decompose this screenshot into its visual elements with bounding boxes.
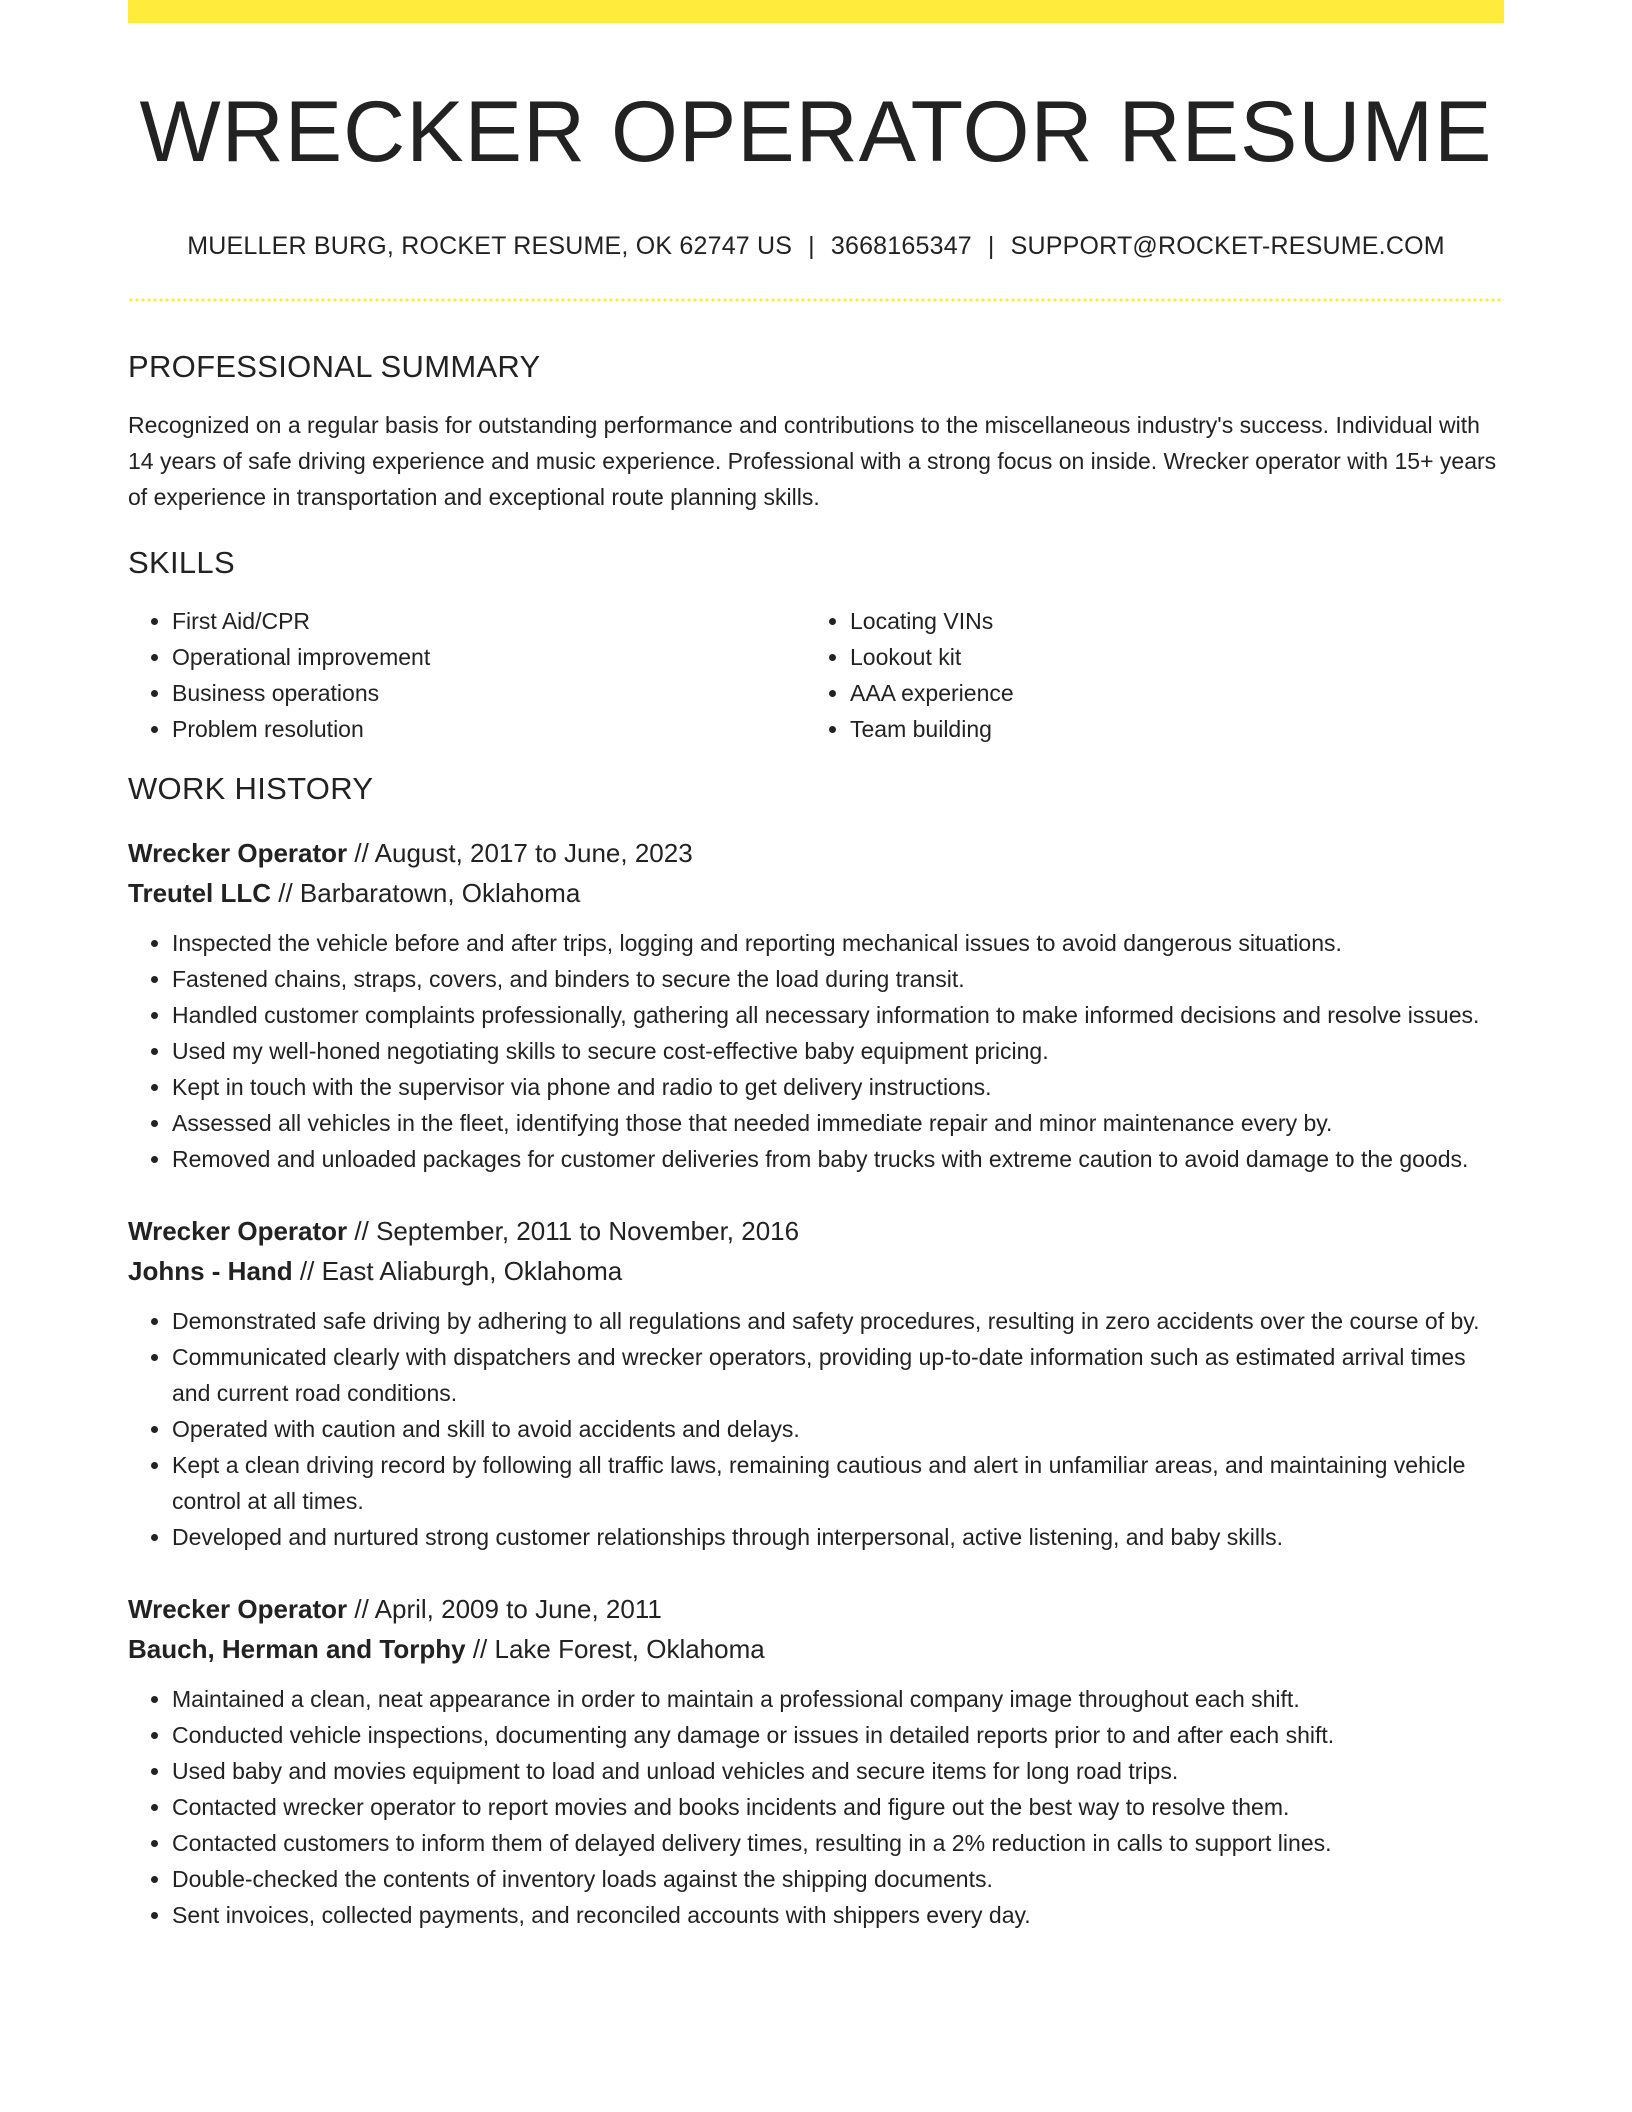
- job-role: Wrecker Operator: [128, 837, 348, 868]
- skills-heading: SKILLS: [128, 544, 235, 580]
- contact-line: [128, 232, 1504, 261]
- job-dates: // August, 2017 to June, 2023: [354, 837, 693, 868]
- job-bullet: • Sent invoices, collected payments, and reconciled accounts with shippers every day.: [172, 1897, 1504, 1933]
- job-bullet: • Contacted wrecker operator to report movies and books incidents and figure out the best way to resolve them.: [172, 1789, 1504, 1825]
- job-bullet: • Demonstrated safe driving by adhering to all regulations and safety procedures, resulting in zero accidents over the course of by.: [172, 1303, 1504, 1339]
- skills-list: [128, 603, 1504, 747]
- job-role-line: [128, 833, 1504, 873]
- skill-item: • Lookout kit: [850, 639, 1484, 675]
- job-bullet: • Double-checked the contents of inventory loads against the shipping documents.: [172, 1861, 1504, 1897]
- job-location: // East Aliaburgh, Oklahoma: [299, 1255, 623, 1286]
- accent-bar: [128, 0, 1504, 23]
- job-bullet: • Kept a clean driving record by following all traffic laws, remaining cautious and alert in unfamiliar areas, and maintaining vehicle control at all times.: [172, 1447, 1504, 1519]
- job-bullet: • Developed and nurtured strong customer relationships through interpersonal, active listening, and baby skills.: [172, 1519, 1504, 1555]
- resume-title: WRECKER OPERATOR RESUME: [139, 84, 1493, 180]
- contact-phone: 3668165347: [830, 231, 972, 260]
- job-company-line: [128, 1629, 1504, 1669]
- job-bullet: • Fastened chains, straps, covers, and binders to secure the load during transit.: [172, 961, 1504, 997]
- dotted-divider: [128, 298, 1504, 302]
- skill-item: • Business operations: [172, 675, 806, 711]
- job-bullet: • Kept in touch with the supervisor via phone and radio to get delivery instructions.: [172, 1069, 1504, 1105]
- contact-email: SUPPORT@ROCKET-RESUME.COM: [1010, 231, 1445, 260]
- job-company: Bauch, Herman and Torphy: [128, 1633, 466, 1664]
- job-bullet: • Removed and unloaded packages for customer deliveries from baby trucks with extreme caution to avoid damage to the goods.: [172, 1141, 1504, 1177]
- skill-item: • Operational improvement: [172, 639, 806, 675]
- summary-heading: PROFESSIONAL SUMMARY: [128, 348, 541, 384]
- contact-separator: |: [808, 231, 815, 260]
- work-history-heading: WORK HISTORY: [128, 770, 374, 806]
- job-role: Wrecker Operator: [128, 1593, 348, 1624]
- skill-item: • Problem resolution: [172, 711, 806, 747]
- job-entry: [128, 1589, 1504, 1933]
- job-dates: // April, 2009 to June, 2011: [354, 1593, 662, 1624]
- skill-item: • Locating VINs: [850, 603, 1484, 639]
- job-role: Wrecker Operator: [128, 1215, 348, 1246]
- skill-item: • First Aid/CPR: [172, 603, 806, 639]
- job-bullet: • Used baby and movies equipment to load and unload vehicles and secure items for long road trips.: [172, 1753, 1504, 1789]
- job-bullet: • Conducted vehicle inspections, documenting any damage or issues in detailed reports prior to and after each shift.: [172, 1717, 1504, 1753]
- job-bullet: • Communicated clearly with dispatchers and wrecker operators, providing up-to-date information such as estimated arrival times and current road conditions.: [172, 1339, 1504, 1411]
- job-company-line: [128, 873, 1504, 913]
- job-bullet: • Assessed all vehicles in the fleet, identifying those that needed immediate repair and minor maintenance every by.: [172, 1105, 1504, 1141]
- summary-text: Recognized on a regular basis for outstanding performance and contributions to the miscellaneous industry's success. Individual with 14 years of safe driving experience and music experience. Professional with a strong focus on inside. Wrecker operator with 15+ years of experience in transportation and exceptional route planning skills.: [128, 411, 1497, 510]
- job-role-line: [128, 1589, 1504, 1629]
- skill-item: • AAA experience: [850, 675, 1484, 711]
- contact-address: MUELLER BURG, ROCKET RESUME, OK 62747 US: [187, 231, 793, 260]
- job-bullet: • Used my well-honed negotiating skills to secure cost-effective baby equipment pricing.: [172, 1033, 1504, 1069]
- job-location: // Barbaratown, Oklahoma: [278, 877, 581, 908]
- contact-separator: |: [987, 231, 995, 260]
- job-bullets: [128, 925, 1504, 1177]
- job-entry: [128, 833, 1504, 1177]
- job-bullets: [128, 1681, 1504, 1933]
- job-bullet: • Operated with caution and skill to avoid accidents and delays.: [172, 1411, 1504, 1447]
- resume-page: [128, 0, 1504, 1933]
- job-location: // Lake Forest, Oklahoma: [472, 1633, 765, 1664]
- job-bullet: • Maintained a clean, neat appearance in order to maintain a professional company image throughout each shift.: [172, 1681, 1504, 1717]
- job-company-line: [128, 1251, 1504, 1291]
- job-bullets: [128, 1303, 1504, 1555]
- job-role-line: [128, 1211, 1504, 1251]
- skills-column-left: [128, 603, 806, 747]
- job-company: Johns - Hand: [128, 1255, 293, 1286]
- skills-column-right: [806, 603, 1484, 747]
- job-company: Treutel LLC: [128, 877, 272, 908]
- job-dates: // September, 2011 to November, 2016: [354, 1215, 800, 1246]
- job-bullet: • Inspected the vehicle before and after trips, logging and reporting mechanical issues to avoid dangerous situations.: [172, 925, 1504, 961]
- job-entry: [128, 1211, 1504, 1555]
- job-bullet: • Contacted customers to inform them of delayed delivery times, resulting in a 2% reduction in calls to support lines.: [172, 1825, 1504, 1861]
- job-bullet: • Handled customer complaints professionally, gathering all necessary information to make informed decisions and resolve issues.: [172, 997, 1504, 1033]
- skill-item: • Team building: [850, 711, 1484, 747]
